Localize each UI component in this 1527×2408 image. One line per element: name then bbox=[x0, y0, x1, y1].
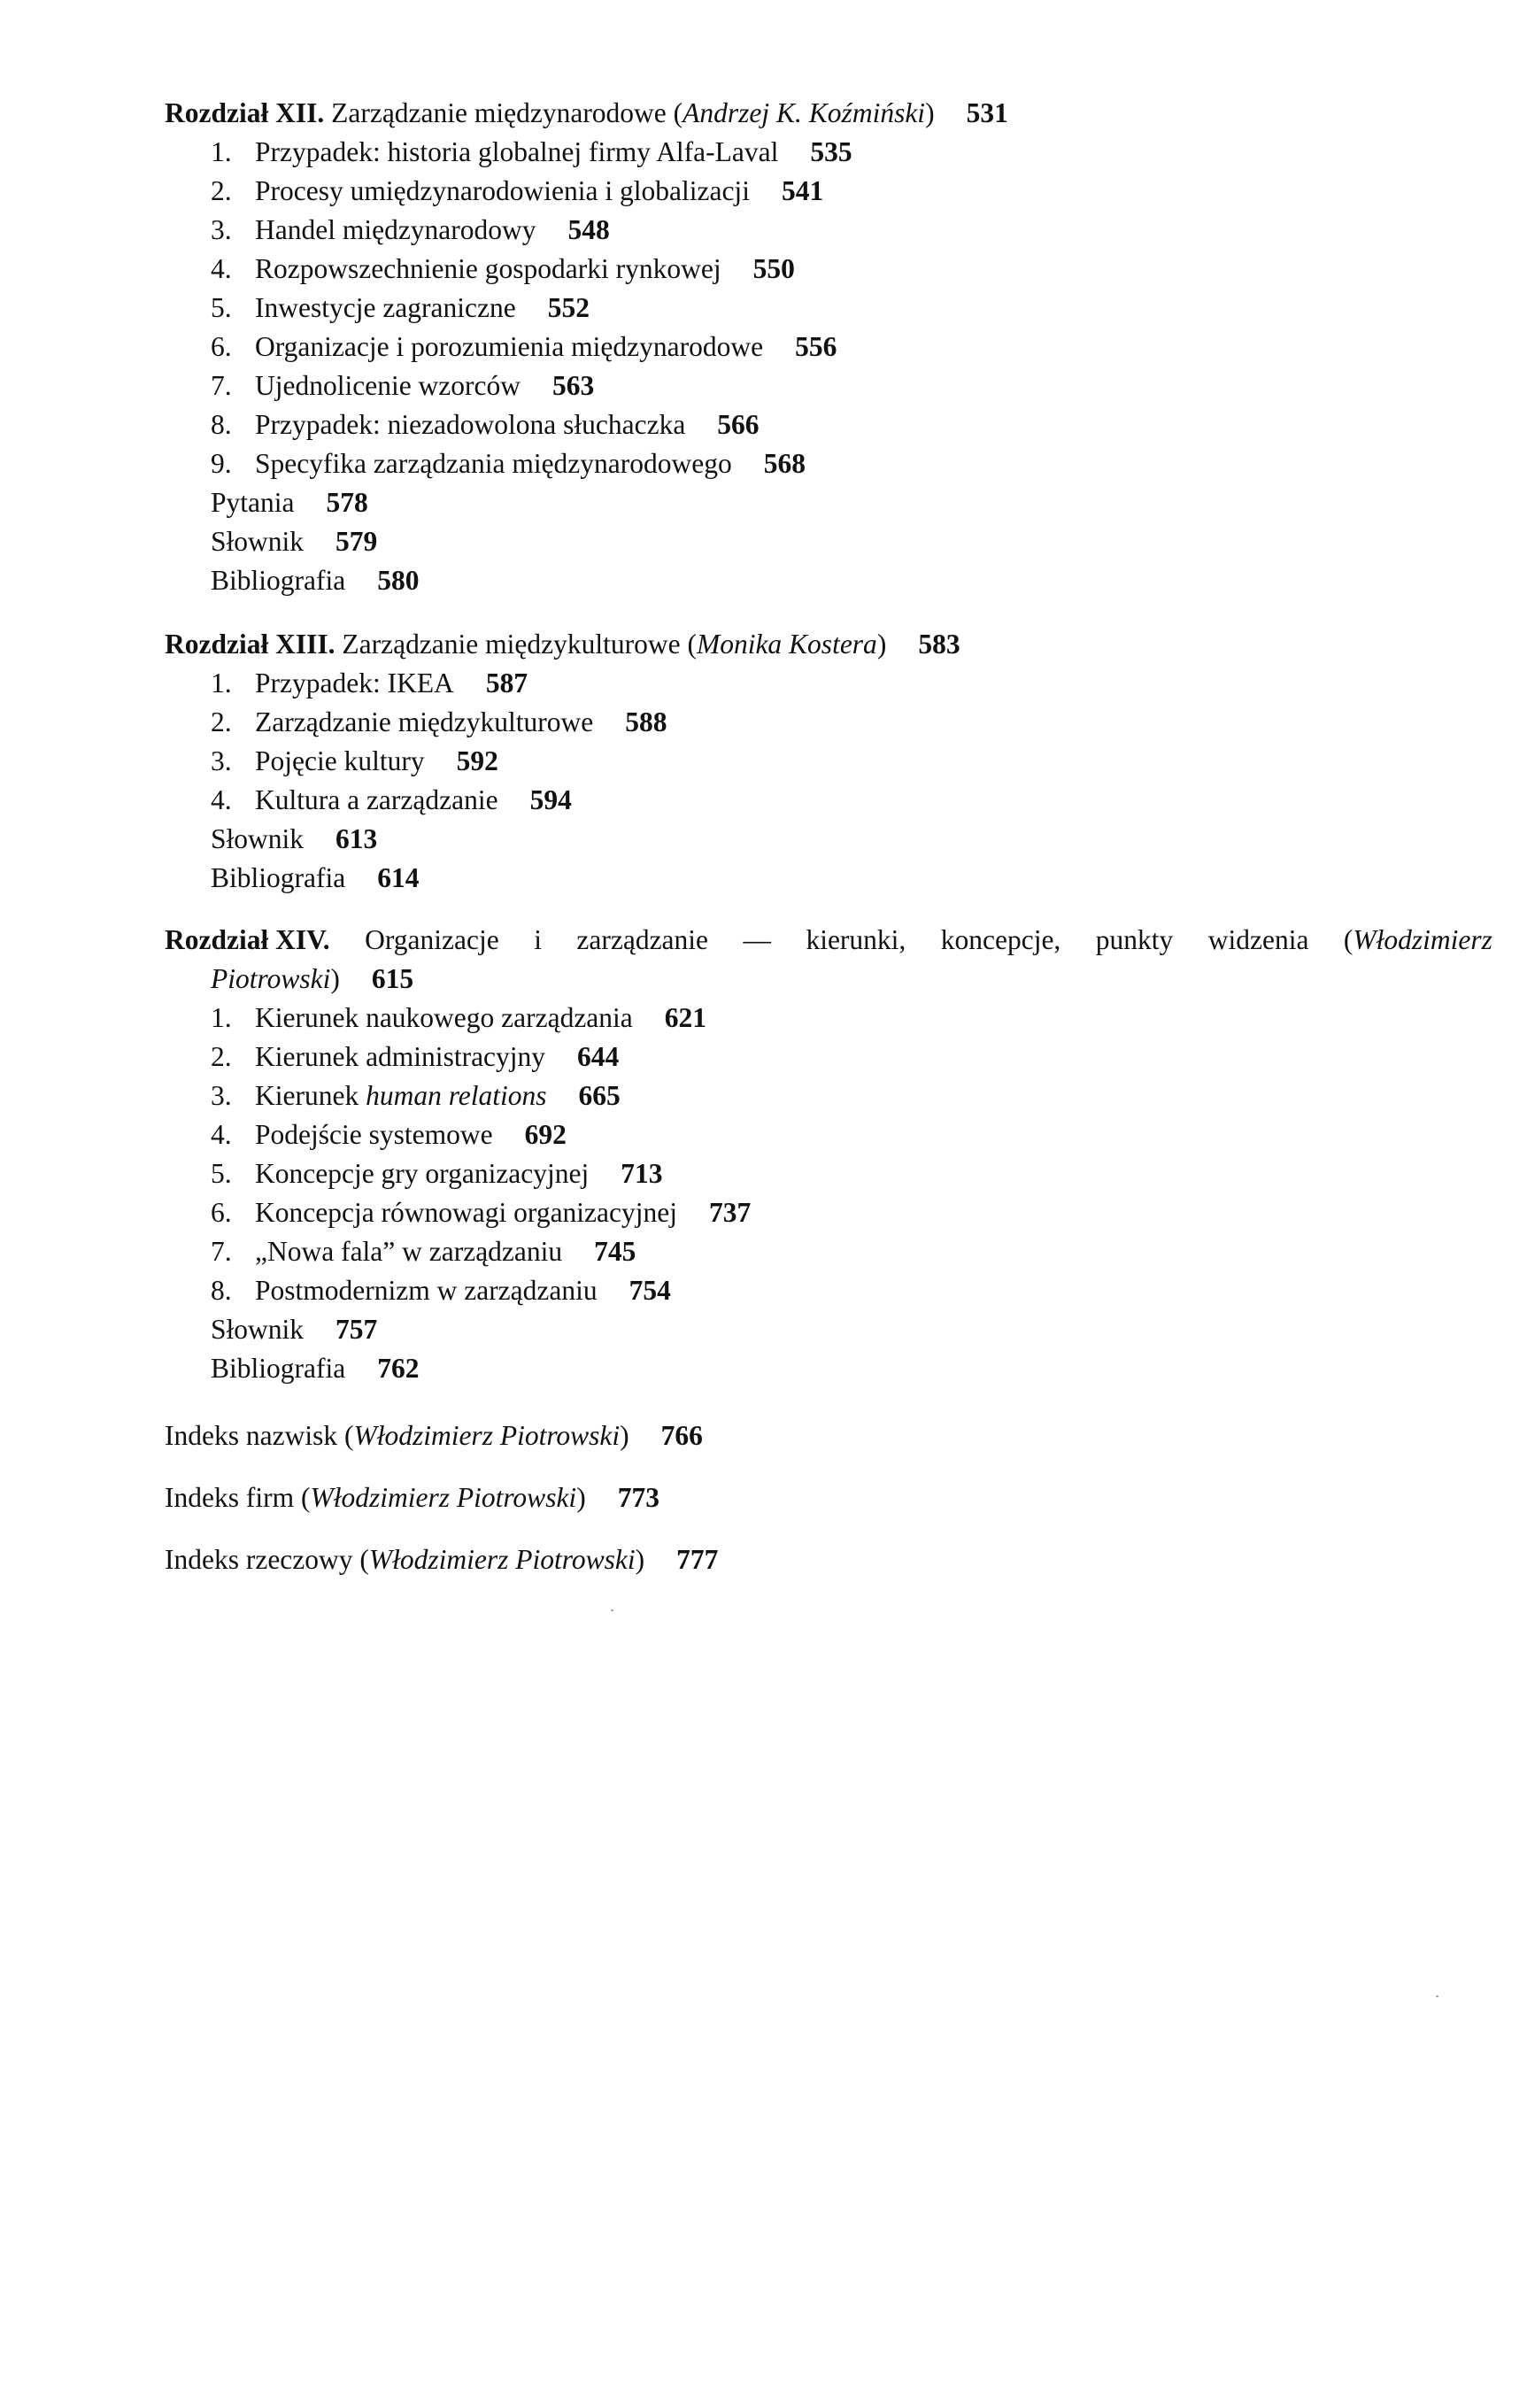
item-title: Koncepcja równowagi organizacyjnej bbox=[255, 1197, 677, 1228]
item-number: 7. bbox=[211, 370, 232, 401]
chapter-author: Monika Kostera bbox=[696, 629, 877, 660]
item-title: Kierunek naukowego zarządzania bbox=[255, 1002, 633, 1033]
entry-page: 762 bbox=[377, 1353, 420, 1384]
item-title: Kultura a zarządzanie bbox=[255, 784, 498, 815]
list-item bbox=[165, 1154, 1492, 1193]
entry-title: Słownik bbox=[211, 1314, 305, 1345]
entry-title: Bibliografia bbox=[211, 862, 346, 893]
item-page: 566 bbox=[717, 409, 760, 440]
index-page: 766 bbox=[660, 1420, 703, 1451]
index-author: Włodzimierz Piotrowski bbox=[353, 1420, 621, 1451]
entry-title: Pytania bbox=[211, 487, 295, 518]
list-item bbox=[165, 1271, 1492, 1310]
list-item bbox=[165, 367, 1519, 405]
chapter-author: Andrzej K. Koźmiński bbox=[683, 97, 926, 128]
entry-title: Słownik bbox=[211, 526, 305, 557]
entry-page: 613 bbox=[335, 823, 378, 854]
list-item bbox=[165, 664, 1519, 703]
item-title: Pojęcie kultury bbox=[255, 745, 425, 776]
glossary-entry bbox=[165, 522, 1519, 561]
list-item bbox=[165, 781, 1519, 820]
list-item bbox=[165, 1115, 1492, 1154]
item-page: 754 bbox=[629, 1275, 671, 1306]
chapter-xiii bbox=[165, 625, 1519, 898]
item-page: 541 bbox=[781, 175, 824, 206]
entry-page: 614 bbox=[377, 862, 420, 893]
item-number: 3. bbox=[211, 214, 232, 245]
item-number: 1. bbox=[211, 668, 232, 698]
index-subjects: Indeks rzeczowy (Włodzimierz Piotrowski) 777 bbox=[165, 1544, 719, 1575]
item-page: 713 bbox=[621, 1158, 663, 1189]
entry-page: 578 bbox=[326, 487, 368, 518]
chapter-heading: Rozdział XIII. Zarządzanie międzykulturowe (Monika Kostera) 583 bbox=[165, 629, 960, 660]
bibliography-entry bbox=[165, 561, 1519, 600]
title-word: zarządzanie bbox=[576, 924, 709, 955]
index-title: Indeks firm bbox=[165, 1482, 295, 1513]
chapter-title: Zarządzanie międzynarodowe bbox=[331, 97, 667, 128]
item-page: 594 bbox=[529, 784, 572, 815]
item-page: 535 bbox=[810, 136, 852, 167]
item-title: „Nowa fala” w zarządzaniu bbox=[255, 1236, 563, 1267]
entry-page: 580 bbox=[377, 565, 420, 596]
bibliography-entry bbox=[165, 859, 1519, 898]
chapter-label: Rozdział XIII. bbox=[165, 629, 335, 660]
item-number: 2. bbox=[211, 706, 232, 737]
index-title: Indeks nazwisk bbox=[165, 1420, 338, 1451]
item-page: 587 bbox=[485, 668, 528, 698]
item-number: 2. bbox=[211, 175, 232, 206]
item-number: 4. bbox=[211, 1119, 232, 1150]
chapter-heading: Rozdział XII. Zarządzanie międzynarodowe (Andrzej K. Koźmiński) 531 bbox=[165, 97, 1008, 128]
title-word: punkty bbox=[1095, 924, 1174, 955]
item-title: Przypadek: IKEA bbox=[255, 668, 454, 698]
entry-title: Bibliografia bbox=[211, 565, 346, 596]
item-number: 2. bbox=[211, 1041, 232, 1072]
index-page: 773 bbox=[617, 1482, 659, 1513]
item-number: 9. bbox=[211, 448, 232, 479]
item-title: Organizacje i porozumienia międzynarodowe bbox=[255, 331, 764, 362]
title-word: widzenia bbox=[1207, 924, 1309, 955]
chapter-page: 531 bbox=[966, 97, 1008, 128]
item-number: 6. bbox=[211, 1197, 232, 1228]
index-companies: Indeks firm (Włodzimierz Piotrowski) 773 bbox=[165, 1482, 659, 1513]
list-item bbox=[165, 405, 1519, 444]
title-word: Organizacje bbox=[365, 924, 499, 955]
item-number: 8. bbox=[211, 409, 232, 440]
item-page: 588 bbox=[625, 706, 667, 737]
list-item bbox=[165, 211, 1519, 250]
chapter-author-last: Piotrowski bbox=[211, 963, 331, 994]
item-number: 7. bbox=[211, 1236, 232, 1267]
entry-title: Słownik bbox=[211, 823, 305, 854]
scan-speck bbox=[1436, 1995, 1438, 1997]
item-page: 548 bbox=[567, 214, 610, 245]
list-item bbox=[165, 250, 1519, 289]
entry-title: Bibliografia bbox=[211, 1353, 346, 1384]
chapter-page: 583 bbox=[918, 629, 960, 660]
chapter-heading-line-2: Piotrowski) 615 bbox=[211, 963, 414, 994]
list-item bbox=[165, 1038, 1492, 1077]
chapter-heading bbox=[165, 921, 1492, 999]
item-page: 644 bbox=[577, 1041, 620, 1072]
item-number: 8. bbox=[211, 1275, 232, 1306]
entry-page: 579 bbox=[335, 526, 378, 557]
item-title-prefix: Kierunek bbox=[255, 1080, 359, 1111]
list-item bbox=[165, 999, 1492, 1038]
bibliography-entry bbox=[165, 1349, 1492, 1388]
item-page: 665 bbox=[578, 1080, 621, 1111]
item-title: Przypadek: historia globalnej firmy Alfa-Laval bbox=[255, 136, 779, 167]
item-page: 568 bbox=[763, 448, 806, 479]
item-title bbox=[255, 1080, 547, 1111]
item-title: Procesy umiędzynarodowienia i globalizacji bbox=[255, 175, 750, 206]
item-title-italic: human relations bbox=[366, 1080, 547, 1111]
title-word: — bbox=[743, 924, 771, 955]
index-page: 777 bbox=[676, 1544, 719, 1575]
item-page: 621 bbox=[664, 1002, 707, 1033]
item-title: Kierunek administracyjny bbox=[255, 1041, 546, 1072]
item-number: 5. bbox=[211, 292, 232, 323]
list-item bbox=[165, 289, 1519, 328]
item-title: Inwestycje zagraniczne bbox=[255, 292, 516, 323]
item-page: 745 bbox=[594, 1236, 636, 1267]
item-title: Zarządzanie międzykulturowe bbox=[255, 706, 594, 737]
item-number: 3. bbox=[211, 745, 232, 776]
index-title: Indeks rzeczowy bbox=[165, 1544, 353, 1575]
entry-page: 757 bbox=[335, 1314, 378, 1345]
list-item bbox=[165, 1077, 1492, 1115]
item-page: 550 bbox=[752, 253, 795, 284]
item-number: 4. bbox=[211, 784, 232, 815]
item-title: Postmodernizm w zarządzaniu bbox=[255, 1275, 598, 1306]
chapter-heading-line-1 bbox=[165, 921, 1492, 960]
chapter-xii bbox=[165, 94, 1519, 600]
title-word: koncepcje, bbox=[940, 924, 1061, 955]
item-title: Podejście systemowe bbox=[255, 1119, 493, 1150]
item-title: Rozpowszechnienie gospodarki rynkowej bbox=[255, 253, 721, 284]
item-page: 563 bbox=[552, 370, 595, 401]
item-title: Handel międzynarodowy bbox=[255, 214, 536, 245]
list-item bbox=[165, 444, 1519, 483]
item-page: 692 bbox=[524, 1119, 567, 1150]
item-number: 5. bbox=[211, 1158, 232, 1189]
list-item bbox=[165, 1232, 1492, 1271]
index-names: Indeks nazwisk (Włodzimierz Piotrowski) 766 bbox=[165, 1420, 703, 1451]
list-item bbox=[165, 328, 1519, 367]
index-author: Włodzimierz Piotrowski bbox=[368, 1544, 636, 1575]
item-number: 3. bbox=[211, 1080, 232, 1111]
item-title: Przypadek: niezadowolona słuchaczka bbox=[255, 409, 686, 440]
author-first-wrap: (Włodzimierz bbox=[1343, 924, 1492, 955]
item-page: 737 bbox=[708, 1197, 752, 1228]
list-item bbox=[165, 742, 1519, 781]
item-page: 552 bbox=[547, 292, 590, 323]
list-item bbox=[165, 172, 1519, 211]
scan-speck bbox=[611, 1609, 613, 1611]
item-page: 556 bbox=[795, 331, 837, 362]
index-author: Włodzimierz Piotrowski bbox=[310, 1482, 577, 1513]
chapter-author-first: Włodzimierz bbox=[1353, 924, 1492, 955]
item-title: Koncepcje gry organizacyjnej bbox=[255, 1158, 590, 1189]
item-number: 6. bbox=[211, 331, 232, 362]
item-page: 592 bbox=[456, 745, 498, 776]
item-title: Specyfika zarządzania międzynarodowego bbox=[255, 448, 732, 479]
glossary-entry bbox=[165, 820, 1519, 859]
title-word: kierunki, bbox=[806, 924, 906, 955]
questions-entry bbox=[165, 483, 1519, 522]
list-item bbox=[165, 703, 1519, 742]
chapter-label: Rozdział XII. bbox=[165, 97, 325, 128]
chapter-page: 615 bbox=[371, 963, 414, 994]
item-number: 4. bbox=[211, 253, 232, 284]
chapter-label: Rozdział XIV. bbox=[165, 924, 330, 955]
list-item bbox=[165, 133, 1519, 172]
title-word: i bbox=[534, 924, 542, 955]
chapter-xiv bbox=[165, 921, 1492, 1388]
chapter-title: Zarządzanie międzykulturowe bbox=[342, 629, 681, 660]
item-title: Ujednolicenie wzorców bbox=[255, 370, 521, 401]
list-item bbox=[165, 1193, 1492, 1232]
item-number: 1. bbox=[211, 136, 232, 167]
glossary-entry bbox=[165, 1310, 1492, 1349]
item-number: 1. bbox=[211, 1002, 232, 1033]
